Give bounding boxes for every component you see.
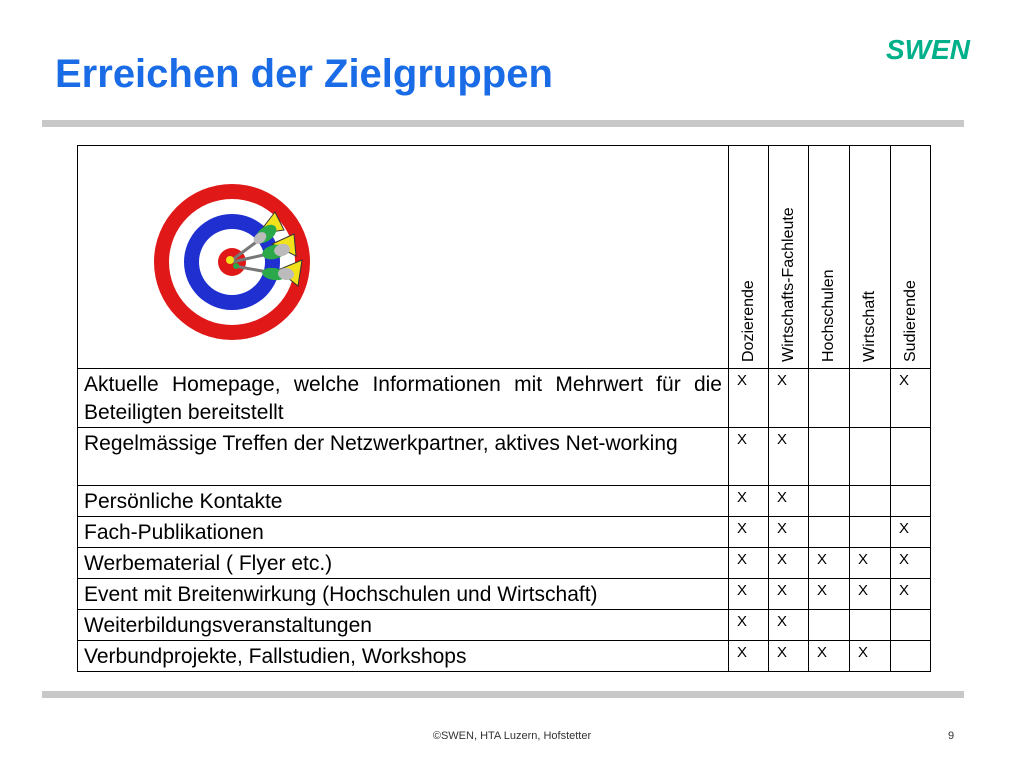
mark-cell: X: [769, 548, 809, 579]
column-header: Wirtschafts-Fachleute: [769, 146, 809, 369]
mark-cell: X: [809, 579, 850, 610]
mark-cell: [809, 486, 850, 517]
mark-cell: [850, 517, 891, 548]
column-header: Hochschulen: [809, 146, 850, 369]
table-row: [78, 486, 931, 517]
mark-cell: X: [729, 428, 769, 486]
mark-cell: [809, 517, 850, 548]
mark-cell: [850, 610, 891, 641]
bottom-divider: [42, 691, 964, 698]
mark-cell: X: [891, 579, 931, 610]
mark-cell: [891, 486, 931, 517]
measure-label: Regelmässige Treffen der Netzwerkpartner, aktives Net-working: [78, 428, 729, 486]
table-row: [78, 641, 931, 672]
table-row: [78, 579, 931, 610]
mark-cell: X: [850, 641, 891, 672]
mark-cell: X: [769, 517, 809, 548]
footer-copyright: ©SWEN, HTA Luzern, Hofstetter: [432, 730, 592, 742]
mark-cell: X: [769, 610, 809, 641]
table-row: [78, 369, 931, 428]
mark-cell: X: [850, 579, 891, 610]
mark-cell: [891, 610, 931, 641]
mark-cell: X: [891, 369, 931, 428]
mark-cell: X: [729, 641, 769, 672]
mark-cell: [850, 428, 891, 486]
measure-label: Fach-Publikationen: [78, 517, 729, 548]
mark-cell: X: [729, 369, 769, 428]
measure-label: Persönliche Kontakte: [78, 486, 729, 517]
mark-cell: X: [769, 579, 809, 610]
mark-cell: [850, 486, 891, 517]
slide-title: Erreichen der Zielgruppen: [55, 52, 553, 96]
mark-cell: X: [729, 517, 769, 548]
mark-cell: X: [769, 369, 809, 428]
mark-cell: X: [729, 548, 769, 579]
mark-cell: [891, 641, 931, 672]
measure-label: Weiterbildungsveranstaltungen: [78, 610, 729, 641]
table-row: [78, 517, 931, 548]
column-header: Dozierende: [729, 146, 769, 369]
brand-logo-text: SWEN: [886, 34, 970, 65]
table-header-row: [78, 146, 931, 369]
mark-cell: X: [769, 641, 809, 672]
mark-cell: X: [769, 428, 809, 486]
column-header: Sudierende: [891, 146, 931, 369]
measure-label: Aktuelle Homepage, welche Informationen mit Mehrwert für die Beteiligten bereitstellt: [78, 369, 729, 428]
measure-label: Werbematerial ( Flyer etc.): [78, 548, 729, 579]
measure-label: Event mit Breitenwirkung (Hochschulen und Wirtschaft): [78, 579, 729, 610]
mark-cell: [809, 428, 850, 486]
mark-cell: [891, 428, 931, 486]
table-row: [78, 548, 931, 579]
table-row: [78, 428, 931, 486]
mark-cell: X: [729, 579, 769, 610]
table-row: [78, 610, 931, 641]
page-number: 9: [948, 730, 955, 742]
mark-cell: X: [891, 548, 931, 579]
mark-cell: X: [729, 486, 769, 517]
mark-cell: [809, 610, 850, 641]
measure-label: Verbundprojekte, Fallstudien, Workshops: [78, 641, 729, 672]
column-header: Wirtschaft: [850, 146, 891, 369]
target-image-cell: [78, 146, 729, 369]
mark-cell: X: [769, 486, 809, 517]
mark-cell: X: [809, 548, 850, 579]
mark-cell: [850, 369, 891, 428]
dartboard-target-icon: [150, 174, 320, 344]
target-group-matrix: [77, 145, 931, 672]
mark-cell: X: [809, 641, 850, 672]
mark-cell: X: [891, 517, 931, 548]
mark-cell: X: [850, 548, 891, 579]
mark-cell: X: [729, 610, 769, 641]
top-divider: [42, 120, 964, 127]
mark-cell: [809, 369, 850, 428]
